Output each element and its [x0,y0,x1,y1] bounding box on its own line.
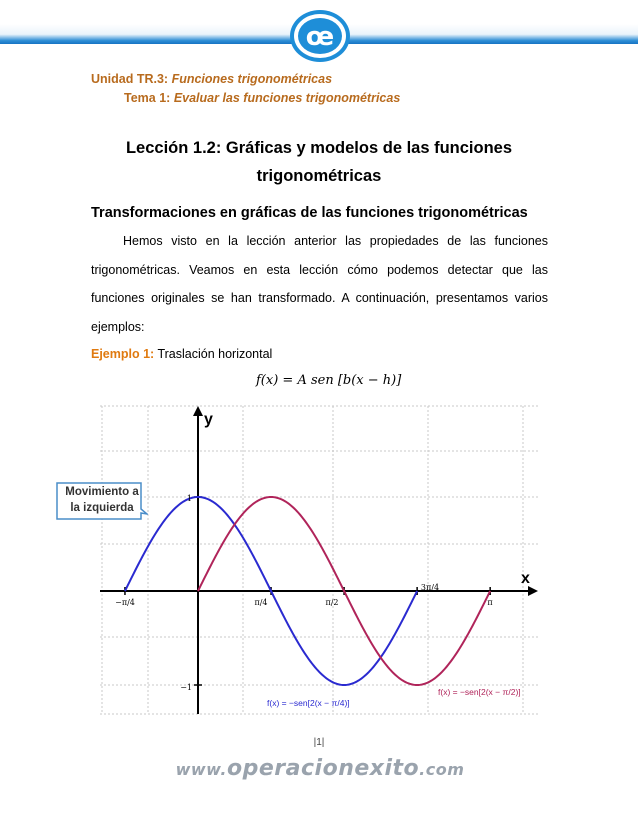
example-text: Traslación horizontal [157,347,273,361]
y-axis-label: y [204,411,213,428]
graph-grid [100,406,540,714]
unit-title: Funciones trigonométricas [171,72,333,86]
callout-line2: la izquierda [70,502,134,514]
tick-label-pi2: π/2 [325,598,339,607]
tema-label: Tema 1: [124,91,171,105]
x-axis-label: x [521,570,530,587]
formula: f(x) = A sen [b(x − h)] [256,373,402,388]
footer-www: www. [175,760,228,779]
oe-logo [287,6,353,66]
callout-line1: Movimiento a [65,486,139,498]
tick-label-y-neg-one: −1 [180,683,192,692]
intro-paragraph-text: Hemos visto en la lección anterior las propiedades de las funciones trigonométricas. Veamos en esta lección cómo podemos detectar que las funciones originales se han transformado. A continuación, presentamos varios ejemplos: [91,234,548,334]
lesson-title-line2: trigonométricas [256,167,382,185]
y-axis-arrow [193,406,203,416]
lesson-title [100,134,538,190]
function-graph [100,404,540,720]
footer-com: .com [419,760,465,779]
footer-site-name: operacionexito [227,756,420,781]
page-number: |1| [313,737,325,748]
tema-title: Evaluar las funciones trigonométricas [173,91,401,105]
tick-label-pi: π [487,598,493,607]
graph-axes [100,406,538,714]
lesson-title-line1: Lección 1.2: Gráficas y modelos de las funciones [125,139,513,157]
tick-label-neg-pi4: −π/4 [115,598,135,607]
example-heading [91,347,272,361]
tick-label-pi4: π/4 [254,598,268,607]
footer-website [150,756,490,781]
tick-label-3pi4: 3π/4 [420,583,440,592]
section-title: Transformaciones en gráficas de las funciones trigonométricas [91,205,528,221]
blue-function-label: f(x) = −sen[2(x − π/4)] [267,698,350,708]
x-axis-arrow [528,586,538,596]
red-function-label: f(x) = −sen[2(x − π/2)] [438,687,521,697]
unit-heading [91,72,332,86]
unit-label: Unidad TR.3: [91,72,169,86]
callout-text [58,484,146,516]
logo-text: œ [305,22,335,52]
tick-label-y-one: 1 [186,494,192,503]
tema-heading [124,91,400,105]
example-label: Ejemplo 1: [91,347,155,361]
intro-paragraph [91,227,548,341]
